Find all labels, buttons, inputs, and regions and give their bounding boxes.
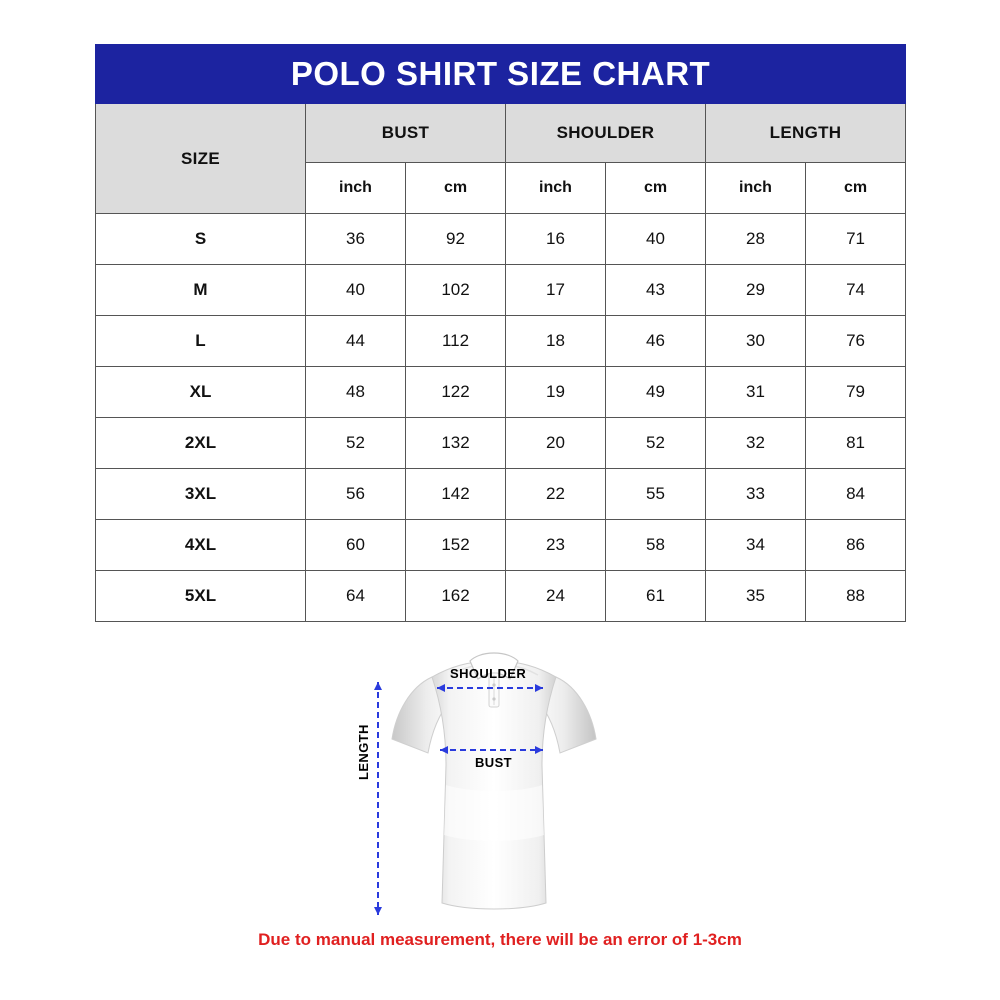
table-row bbox=[96, 418, 906, 469]
row-size: S bbox=[96, 214, 306, 265]
measurement-diagram bbox=[330, 630, 670, 930]
table-row bbox=[96, 469, 906, 520]
cell-bust-cm: 102 bbox=[406, 265, 506, 316]
table-row bbox=[96, 316, 906, 367]
table-row bbox=[96, 520, 906, 571]
cell-length-cm: 79 bbox=[806, 367, 906, 418]
cell-shoulder-cm: 49 bbox=[606, 367, 706, 418]
cell-shoulder-cm: 40 bbox=[606, 214, 706, 265]
cell-length-cm: 81 bbox=[806, 418, 906, 469]
row-size: L bbox=[96, 316, 306, 367]
cell-bust-inch: 48 bbox=[306, 367, 406, 418]
cell-shoulder-cm: 46 bbox=[606, 316, 706, 367]
cell-length-inch: 35 bbox=[706, 571, 806, 622]
page-title: POLO SHIRT SIZE CHART bbox=[96, 45, 906, 104]
table-row bbox=[96, 571, 906, 622]
row-size: 4XL bbox=[96, 520, 306, 571]
size-chart-table-wrapper bbox=[95, 44, 905, 622]
cell-bust-cm: 142 bbox=[406, 469, 506, 520]
cell-shoulder-cm: 52 bbox=[606, 418, 706, 469]
cell-bust-inch: 36 bbox=[306, 214, 406, 265]
cell-shoulder-inch: 24 bbox=[506, 571, 606, 622]
cell-length-inch: 30 bbox=[706, 316, 806, 367]
cell-length-cm: 71 bbox=[806, 214, 906, 265]
cell-shoulder-inch: 20 bbox=[506, 418, 606, 469]
table-group-header-row bbox=[96, 104, 906, 163]
cell-length-cm: 76 bbox=[806, 316, 906, 367]
row-size: XL bbox=[96, 367, 306, 418]
cell-length-inch: 29 bbox=[706, 265, 806, 316]
cell-shoulder-cm: 43 bbox=[606, 265, 706, 316]
cell-bust-inch: 60 bbox=[306, 520, 406, 571]
cell-length-cm: 86 bbox=[806, 520, 906, 571]
cell-bust-cm: 162 bbox=[406, 571, 506, 622]
row-size: 2XL bbox=[96, 418, 306, 469]
cell-length-cm: 88 bbox=[806, 571, 906, 622]
table-title-row bbox=[96, 45, 906, 104]
cell-shoulder-inch: 18 bbox=[506, 316, 606, 367]
unit-length-cm: cm bbox=[806, 163, 906, 214]
label-length: LENGTH bbox=[356, 724, 371, 780]
cell-length-inch: 32 bbox=[706, 418, 806, 469]
cell-bust-cm: 112 bbox=[406, 316, 506, 367]
cell-bust-cm: 152 bbox=[406, 520, 506, 571]
header-shoulder: SHOULDER bbox=[506, 104, 706, 163]
measurement-note: Due to manual measurement, there will be an error of 1-3cm bbox=[258, 930, 742, 949]
table-row bbox=[96, 367, 906, 418]
unit-length-inch: inch bbox=[706, 163, 806, 214]
header-size: SIZE bbox=[96, 104, 306, 214]
row-size: 5XL bbox=[96, 571, 306, 622]
table-row bbox=[96, 214, 906, 265]
cell-bust-inch: 56 bbox=[306, 469, 406, 520]
header-bust: BUST bbox=[306, 104, 506, 163]
cell-bust-cm: 132 bbox=[406, 418, 506, 469]
label-shoulder: SHOULDER bbox=[450, 666, 527, 681]
table-row bbox=[96, 265, 906, 316]
unit-shoulder-cm: cm bbox=[606, 163, 706, 214]
cell-bust-inch: 64 bbox=[306, 571, 406, 622]
row-size: 3XL bbox=[96, 469, 306, 520]
unit-bust-inch: inch bbox=[306, 163, 406, 214]
cell-length-inch: 28 bbox=[706, 214, 806, 265]
cell-length-inch: 33 bbox=[706, 469, 806, 520]
cell-length-inch: 34 bbox=[706, 520, 806, 571]
cell-shoulder-inch: 22 bbox=[506, 469, 606, 520]
cell-length-inch: 31 bbox=[706, 367, 806, 418]
row-size: M bbox=[96, 265, 306, 316]
cell-shoulder-inch: 16 bbox=[506, 214, 606, 265]
cell-length-cm: 84 bbox=[806, 469, 906, 520]
cell-shoulder-inch: 23 bbox=[506, 520, 606, 571]
cell-shoulder-cm: 61 bbox=[606, 571, 706, 622]
unit-bust-cm: cm bbox=[406, 163, 506, 214]
cell-length-cm: 74 bbox=[806, 265, 906, 316]
cell-shoulder-inch: 19 bbox=[506, 367, 606, 418]
cell-shoulder-cm: 58 bbox=[606, 520, 706, 571]
size-chart-table bbox=[95, 44, 906, 622]
cell-bust-inch: 40 bbox=[306, 265, 406, 316]
cell-bust-cm: 92 bbox=[406, 214, 506, 265]
cell-bust-cm: 122 bbox=[406, 367, 506, 418]
cell-shoulder-inch: 17 bbox=[506, 265, 606, 316]
label-bust: BUST bbox=[475, 755, 512, 770]
cell-shoulder-cm: 55 bbox=[606, 469, 706, 520]
cell-bust-inch: 52 bbox=[306, 418, 406, 469]
unit-shoulder-inch: inch bbox=[506, 163, 606, 214]
header-length: LENGTH bbox=[706, 104, 906, 163]
cell-bust-inch: 44 bbox=[306, 316, 406, 367]
